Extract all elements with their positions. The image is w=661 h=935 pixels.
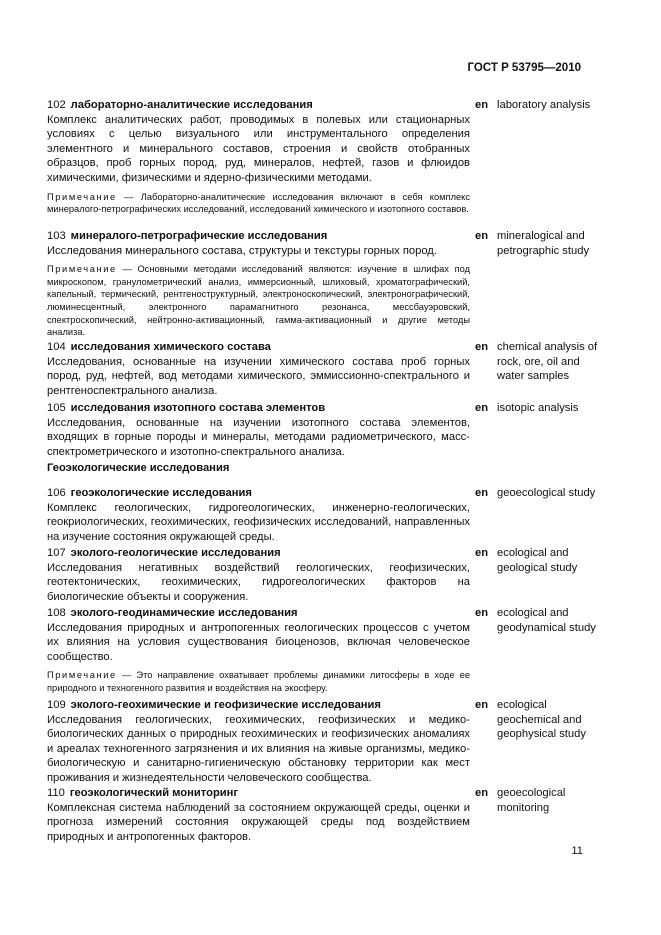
term-number: 110 [47, 787, 65, 799]
term-definition: Исследования геологических, геохимических, геофизических и медико-биологических данных о природных геохимических и геофизических аномалиях и ареалах техногенного загрязнения и их влияния на живые организмы, медико-биологическую и санитарно-гигиеническую обстановку территории как мест проживания и жизнедеятельности человеческого сообщества. [47, 713, 470, 784]
document-header: ГОСТ Р 53795—2010 [467, 62, 581, 74]
term-number: 109 [47, 699, 66, 711]
term-entry-109 [47, 698, 612, 786]
language-code: en [475, 547, 489, 559]
term-entry-104 [47, 340, 612, 398]
term-entry-108 [47, 606, 612, 695]
term-title: эколого-геологические исследования [70, 547, 281, 559]
note-label: Примечание [47, 191, 117, 202]
term-definition: Исследования природных и антропогенных геологических процессов с учетом их влияния на условия существования биоценозов, включая человеческое сообщество. [47, 621, 470, 663]
english-equivalent: geoecological monitoring [497, 787, 566, 814]
term-entry-110 [47, 786, 612, 844]
english-equivalent: mineralogical and petrographic study [497, 230, 590, 257]
term-title: исследования изотопного состава элементов [70, 402, 326, 414]
term-number: 108 [47, 607, 66, 619]
language-code: en [475, 607, 489, 619]
english-equivalent: ecological geochemical and geophysical study [497, 699, 586, 741]
term-number: 106 [47, 487, 66, 499]
note-label: Примечание [47, 264, 117, 275]
term-title: геоэкологический мониторинг [69, 787, 239, 799]
language-code: en [475, 487, 489, 499]
term-definition: Исследования минерального состава, структуры и текстуры горных пород. [47, 244, 437, 257]
language-code: en [475, 699, 489, 711]
english-equivalent: geoecological study [497, 487, 596, 499]
language-code: en [475, 341, 489, 353]
page-number: 11 [571, 845, 583, 857]
language-code: en [475, 402, 489, 414]
language-code: en [475, 787, 489, 799]
term-entry-107 [47, 546, 612, 604]
term-note [47, 669, 470, 694]
term-number: 102 [47, 99, 66, 111]
term-number: 103 [47, 230, 66, 242]
english-equivalent: laboratory analysis [497, 99, 591, 111]
term-number: 104 [47, 341, 66, 353]
term-title: исследования химического состава [70, 341, 271, 353]
term-number: 105 [47, 402, 66, 414]
note-text: — Основными методами исследований являются: изучение в шлифах под микроскопом, гранулометрический анализ, иммерсионный, шлиховый, хроматографический, капельный, термический, рентгеноструктурный, электроноскопический, электронографический, люминесцентный, электронного парамагнитного резонанса, мессбауэровский, спектроскопический, нейтронно-активационный, гамма-активационный и другие методы анализа. [47, 264, 470, 338]
term-number: 107 [47, 547, 66, 559]
term-definition: Исследования, основанные на изучении химического состава проб горных пород, руд, нефтей, вод методами химического, эммиссионно-спектрального и рентгеноспектрального анализа. [47, 355, 470, 397]
term-title: минералого-петрографические исследования [70, 230, 328, 242]
term-title: эколого-геохимические и геофизические исследования [70, 699, 381, 711]
note-label: Примечание [47, 670, 117, 681]
term-title: лабораторно-аналитические исследования [70, 99, 313, 111]
english-equivalent: isotopic analysis [497, 402, 579, 414]
english-equivalent: ecological and geodynamical study [497, 607, 596, 634]
term-definition: Исследования негативных воздействий геологических, геофизических, геотектонических, геохимических, гидрогеологических факторов на биологические объекты и сооружения. [47, 561, 470, 603]
term-entry-106 [47, 486, 612, 544]
term-definition: Комплекс аналитических работ, проводимых в полевых или стационарных условиях с целью визуального или инструментального определения элементного и минерального составов, строения и свойств отобранных образцов, проб горных пород, руд, минералов, нефтей, газов и флюидов химическими, физическими и ядерно-физическими методами. [47, 113, 470, 184]
term-entry-103 [47, 229, 612, 339]
english-equivalent: chemical analysis of rock, ore, oil and water samples [497, 341, 598, 383]
language-code: en [475, 230, 489, 242]
english-equivalent: ecological and geological study [497, 547, 578, 574]
term-entry-105 [47, 401, 612, 459]
note-text: — Это направление охватывает проблемы динамики литосферы в ходе ее природного и техногенного развития и воздействия на экосферу. [47, 670, 470, 693]
term-title: геоэкологические исследования [70, 487, 252, 499]
term-note [47, 263, 470, 339]
term-title: эколого-геодинамические исследования [70, 607, 298, 619]
term-definition: Комплексная система наблюдений за состоянием окружающей среды, оценки и прогноза измерений состояния окружающей среды под воздействием природных и антропогенных факторов. [47, 801, 470, 843]
term-note [47, 191, 470, 216]
language-code: en [475, 99, 489, 111]
term-entry-102 [47, 98, 612, 216]
term-definition: Исследования, основанные на изучении изотопного состава элементов, входящих в горные породы и минералы, методами радиометрического, масс-спектрометрического и изотопно-спектрального анализа. [47, 416, 470, 458]
section-title: Геоэкологические исследования [47, 462, 230, 474]
term-definition: Комплекс геологических, гидрогеологических, инженерно-геологических, геокриологических, геохимических, геофизических исследований, направленных на изучение состояния окружающей среды. [47, 501, 470, 543]
note-text: — Лабораторно-аналитические исследования включают в себя комплекс минералого-петрографических исследований, исследований химического и изотопного составов. [47, 191, 470, 215]
